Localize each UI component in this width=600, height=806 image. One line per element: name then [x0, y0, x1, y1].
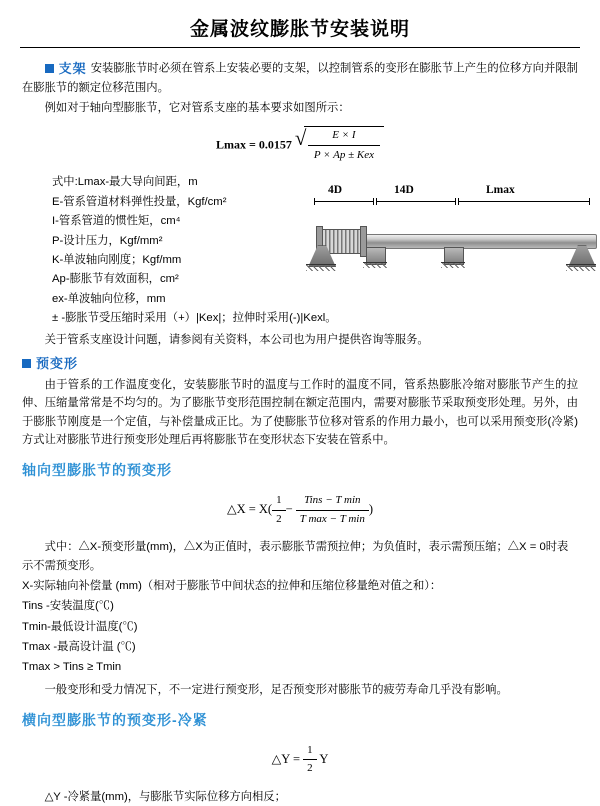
blue-square-icon — [45, 64, 54, 73]
section-predeform-heading — [22, 353, 578, 374]
legend-item-1: E-管系管道材料弹性投量，Kgf/cm² — [52, 195, 227, 208]
formula-lmax-radicand — [304, 126, 384, 166]
axial-line-6: 一般变形和受力情况下，不一定进行预变形，足否预变形对膨胀节的疲劳寿命几乎没有影响。 — [44, 683, 508, 696]
axial-line-3: Tmin-最低设计温度(℃) — [22, 620, 138, 633]
half-num: 1 — [272, 492, 286, 511]
legend-item-4: K-单波轴向刚度；Kgf/mm — [52, 253, 182, 266]
support-note: 关于管系支座设计问题，请参阅有关资料，本公司也为用户提供咨询等服务。 — [44, 333, 429, 346]
title-divider — [20, 47, 580, 48]
sqrt-icon — [295, 126, 384, 166]
formula-delta-x-minus: − — [285, 502, 293, 517]
blue-square-icon-2 — [22, 359, 31, 368]
legend-item-3: P-设计压力，Kgf/mm² — [52, 234, 163, 247]
ratio-den: T max − T min — [299, 512, 365, 525]
figure-label-4d: 4D — [328, 184, 343, 197]
axial-lines — [22, 538, 578, 698]
dim-lmax — [458, 198, 590, 205]
axial-line-4: Tmax -最高设计温 (℃) — [22, 640, 136, 653]
section-predeform-title: 预变形 — [36, 355, 79, 371]
y-half-den: 2 — [307, 762, 313, 775]
figure-pipe-area — [306, 212, 600, 288]
formula-lmax-body — [216, 126, 384, 166]
formula-delta-x-half — [272, 492, 286, 529]
document-content — [0, 58, 600, 806]
axial-line-1: X-实际轴向补偿量 (mm)（相对于膨胀节中间状态的拉伸和压缩位移量绝对值之和）： — [22, 580, 442, 593]
section-support-title: 支架 — [58, 61, 87, 76]
formula-lmax-numerator: √ E × I — [308, 127, 380, 147]
formula-delta-x-ratio — [296, 492, 369, 529]
formula-delta-x-lhs: △X = X( — [226, 502, 273, 517]
figure-label-lmax: Lmax — [486, 184, 515, 197]
legend-item-0: 式中:Lmax-最大导向间距，m — [52, 176, 198, 189]
section-predeform-para1: 由于管系的工作温度变化，安装膨胀节时的温度与工作时的温度不同，管系热膨胀冷缩对膨胀节产生的拉伸、压缩量常常是不均匀的。为了膨胀节变形范围控制在额定范围内，需要对膨胀节采取预变形处理。另外，由于膨胀节刚度是一个定值，与补偿量成正比。为了使膨胀节位移对管系的作用力最小，也可以采用预变形(冷紧)方式让对膨胀节进行预变形处理后再将膨胀节在变形状态下安装在管系中。 — [22, 378, 578, 446]
page-title: 金属波纹膨胀节安装说明 — [189, 19, 410, 40]
formula-lmax — [22, 126, 578, 166]
section-support-para1: 安装膨胀节时必须在管系上安装必要的支架，以控制管系的变形在膨胀节上产生的位移方向并限制在膨胀节的额定位移范围内。 — [22, 62, 578, 95]
formula-delta-x-rhs: ) — [368, 502, 374, 517]
formula-lmax-fraction — [308, 127, 380, 166]
dim-4d — [314, 198, 374, 205]
figure-labels — [306, 181, 600, 197]
formula-delta-y-half — [303, 742, 317, 779]
y-half-num: 1 — [303, 742, 317, 761]
anchor-base-right — [566, 264, 596, 271]
formula-lmax-lhs: Lmax = 0.0157 — [216, 137, 292, 152]
figure-label-14d: 14D — [394, 184, 414, 197]
legend-item-6: ex-单波轴向位移，mm — [52, 292, 166, 305]
dim-14d — [376, 198, 456, 205]
document-page — [0, 14, 600, 804]
half-den: 2 — [276, 512, 282, 525]
section-support-para2: 例如对于轴向型膨胀节，它对管系支座的基本要求如图所示： — [44, 102, 350, 115]
axial-section-heading: 轴向型膨胀节的预变形 — [22, 462, 172, 479]
legend-item-5: Ap-膨胀节有效面积，cm² — [52, 273, 179, 286]
formula-delta-y-lhs: △Y = — [271, 751, 301, 766]
legend-item-7: ± -膨胀节受压缩时采用（+）|Kex|；拉伸时采用(-)|Kexl。 — [52, 312, 337, 325]
anchor-base-left — [306, 264, 336, 271]
figure-wrap — [302, 173, 600, 291]
lateral-line: △Y -冷紧量(mm)，与膨胀节实际位移方向相反； — [44, 791, 286, 804]
axial-line-2: Tins -安装温度(℃) — [22, 600, 114, 613]
guide-base-2 — [441, 262, 465, 268]
axial-line-0: 式中：△X-预变形量(mm)，△X为正值时，表示膨胀节需预拉伸；为负值时，表示需预压缩；△X = 0时表示不需预变形。 — [22, 541, 569, 572]
pipe-support-figure — [306, 181, 600, 291]
formula-delta-x — [22, 492, 578, 529]
legend-figure-row — [22, 173, 578, 328]
axial-line-5: Tmax > Tins ≥ Tmin — [22, 661, 122, 674]
lateral-section-heading: 横向型膨胀节的预变形-冷紧 — [22, 711, 208, 728]
legend-item-2: I-管系管道的惯性矩，cm⁴ — [52, 215, 181, 228]
guide-base-1 — [363, 262, 387, 268]
formula-delta-y — [22, 742, 578, 779]
ratio-num: Tins − T min — [296, 492, 369, 511]
figure-dimension-lines — [306, 198, 600, 210]
section-support-heading — [22, 58, 578, 97]
formula-delta-y-rhs: Y — [319, 751, 329, 766]
formula-lmax-denominator: P × Ap ± Kex — [313, 149, 374, 162]
